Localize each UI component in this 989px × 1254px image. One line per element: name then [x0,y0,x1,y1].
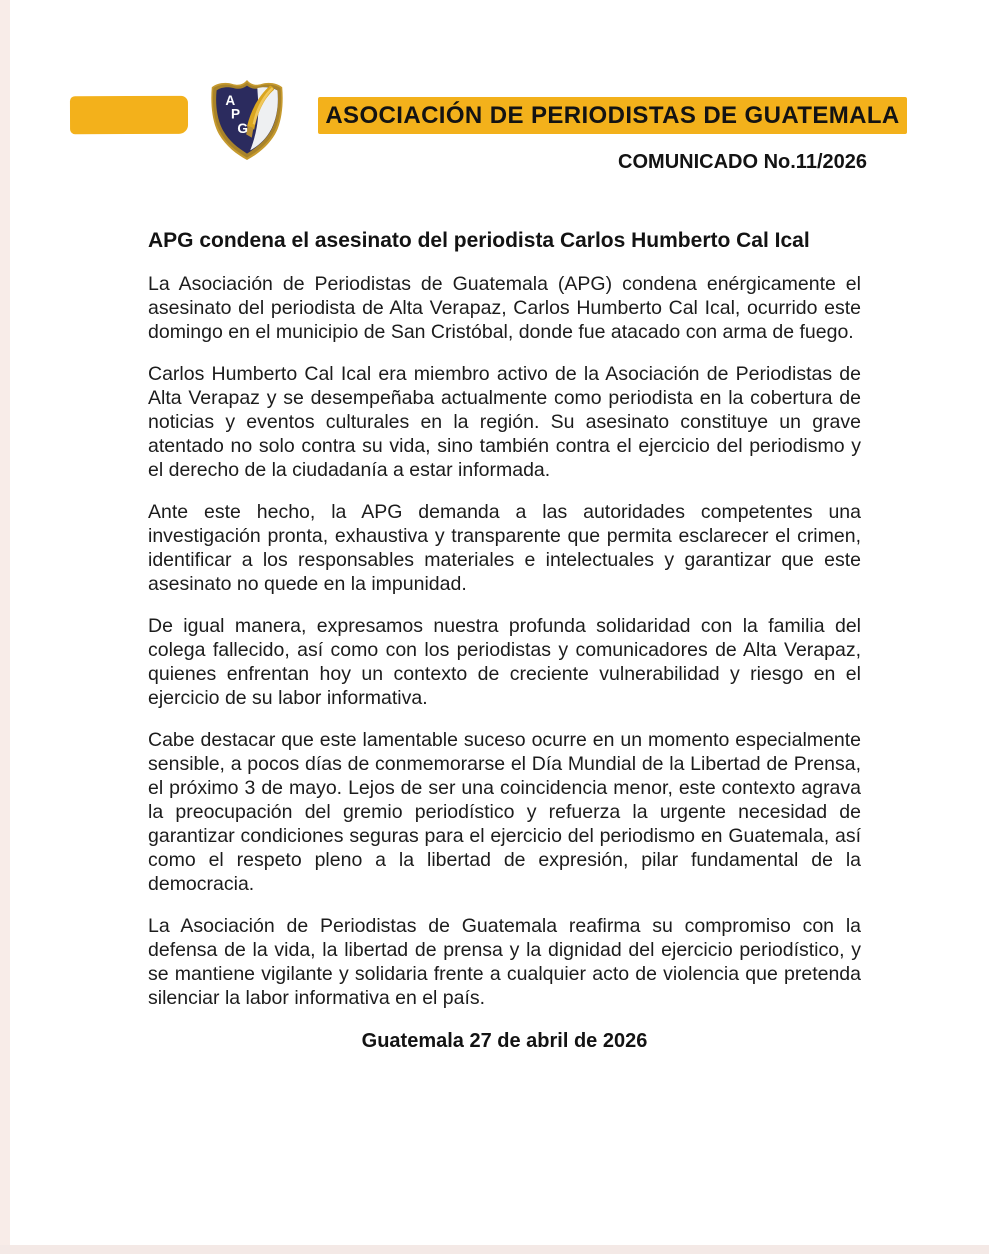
document-title: APG condena el asesinato del periodista Carlos Humberto Cal Ical [148,229,810,252]
paragraph-1: La Asociación de Periodistas de Guatemala (APG) condena enérgicamente el asesinato del periodista de Alta Verapaz, Carlos Humberto Cal Ical, ocurrido este domingo en el municipio de San Cristóbal, donde fue atacado con arma de fuego. [148,273,861,343]
logo-letter-p: P [231,106,241,122]
logo-letter-a: A [225,92,236,108]
page-left-edge [0,0,10,1254]
document-body [148,228,861,1053]
apg-logo [207,77,287,163]
paragraph-2: Carlos Humberto Cal Ical era miembro activo de la Asociación de Periodistas de Alta Verapaz y se desempeñaba actualmente como periodista en la cobertura de noticias y eventos culturales en la región. Su asesinato constituye un grave atentado no solo contra su vida, sino también contra el ejercicio del periodismo y el derecho de la ciudadanía a estar informada. [148,363,861,481]
logo-letter-g: G [237,120,248,136]
header-left-yellow-bar [70,96,188,134]
paragraph-5: Cabe destacar que este lamentable suceso ocurre en un momento especialmente sensible, a pocos días de conmemorarse el Día Mundial de la Libertad de Prensa, el próximo 3 de mayo. Lejos de ser una coincidencia menor, este contexto agrava la preocupación del gremio periodístico y refuerza la urgente necesidad de garantizar condiciones seguras para el ejercicio del periodismo en Guatemala, así como el respeto pleno a la libertad de expresión, pilar fundamental de la democracia. [148,729,861,895]
paragraph-6: La Asociación de Periodistas de Guatemala reafirma su compromiso con la defensa de la vida, la libertad de prensa y la dignidad del ejercicio periodístico, y se mantiene vigilante y solidaria frente a cualquier acto de violencia que pretenda silenciar la labor informativa en el país. [148,915,861,1009]
page-bottom-edge [0,1245,989,1254]
date-line: Guatemala 27 de abril de 2026 [361,1030,648,1052]
comunicado-number: COMUNICADO No.11/2026 [618,151,867,173]
association-banner [318,97,907,134]
paragraph-4: De igual manera, expresamos nuestra profunda solidaridad con la familia del colega fallecido, así como con los periodistas y comunicadores de Alta Verapaz, quienes enfrentan hoy un contexto de creciente vulnerabilidad y riesgo en el ejercicio de su labor informativa. [148,615,861,709]
paragraph-3: Ante este hecho, la APG demanda a las autoridades competentes una investigación pronta, exhaustiva y transparente que permita esclarecer el crimen, identificar a los responsables materiales e intelectuales y garantizar que este asesinato no quede en la impunidad. [148,501,861,595]
association-banner-title: ASOCIACIÓN DE PERIODISTAS DE GUATEMALA [325,101,900,129]
apg-shield-icon [207,77,287,163]
